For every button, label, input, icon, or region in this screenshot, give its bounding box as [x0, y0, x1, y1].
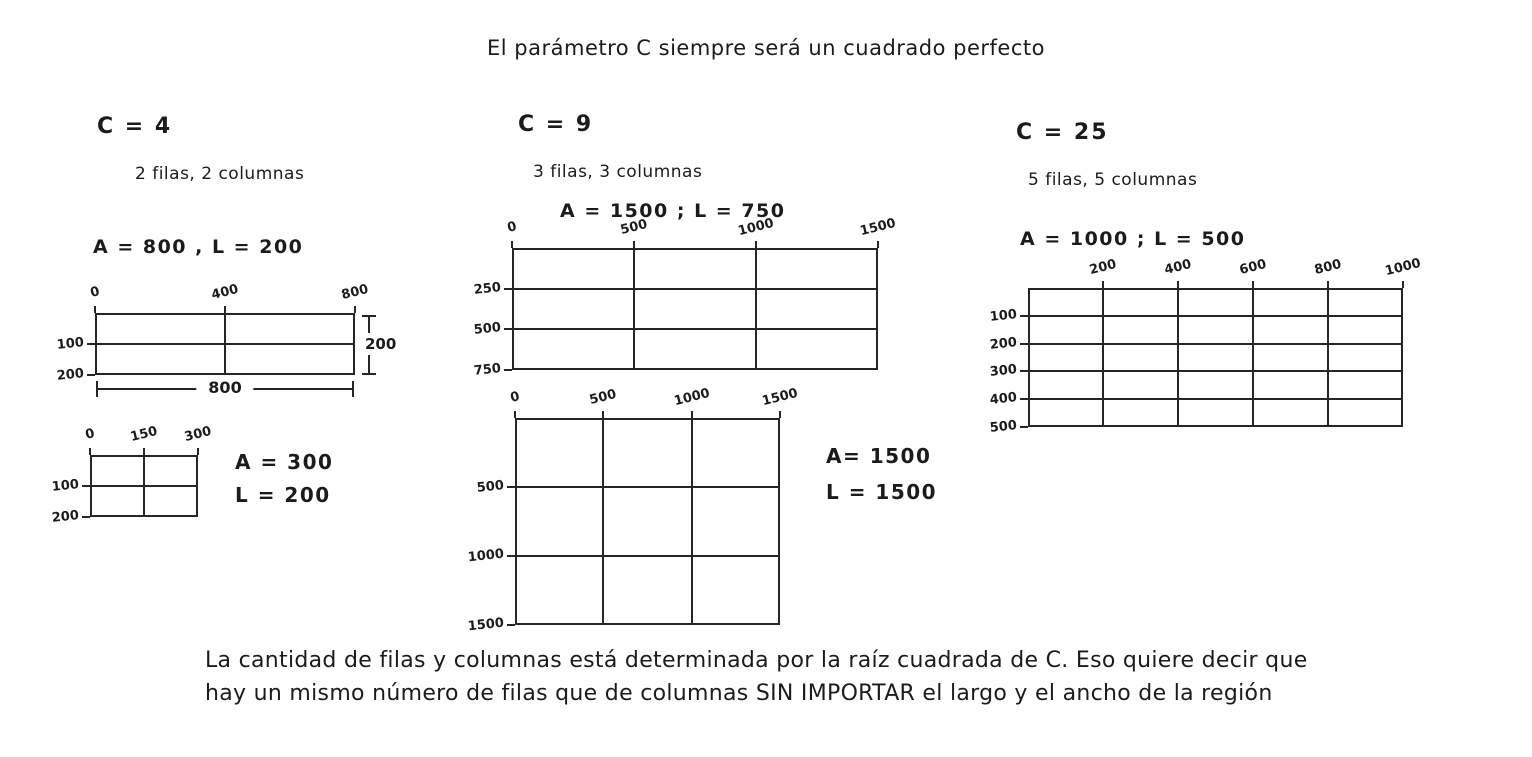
- example-c4-note-line1: A = 300: [235, 450, 334, 474]
- x-tick-label: 1500: [858, 215, 898, 240]
- x-tick-label: 200: [1088, 256, 1118, 279]
- example-c9-subheading: 3 filas, 3 columnas: [533, 162, 703, 182]
- y-tick-label: 100: [56, 335, 85, 353]
- x-tick-mark: [877, 241, 879, 248]
- x-tick-mark: [1402, 281, 1404, 288]
- y-tick-label: 250: [473, 279, 502, 298]
- example-c4-subheading: 2 filas, 2 columnas: [135, 164, 305, 184]
- y-tick-label: 500: [473, 320, 502, 339]
- y-tick-mark: [87, 374, 95, 376]
- y-tick-mark: [1020, 370, 1028, 372]
- grid-line-horizontal: [90, 485, 198, 487]
- x-tick-mark: [602, 411, 604, 418]
- x-tick-mark: [755, 241, 757, 248]
- y-tick-label: 100: [51, 477, 80, 495]
- y-tick-mark: [504, 288, 512, 290]
- width-dimension-serif: [352, 381, 354, 397]
- x-tick-label: 600: [1238, 256, 1268, 279]
- example-c4-note-line2: L = 200: [235, 483, 331, 507]
- grid-line-horizontal: [1028, 370, 1403, 372]
- grid-frame: [512, 248, 878, 370]
- x-tick-label: 0: [508, 389, 522, 406]
- y-tick-label: 1000: [467, 546, 505, 566]
- grid-line-horizontal: [512, 288, 878, 290]
- x-tick-mark: [143, 448, 145, 455]
- example-c4-params: A = 800 , L = 200: [93, 236, 304, 258]
- example-c9-note-line1: A= 1500: [826, 444, 932, 468]
- example-c9-note-line2: L = 1500: [826, 480, 938, 504]
- y-tick-mark: [1020, 343, 1028, 345]
- height-dimension-label: 200: [361, 333, 400, 355]
- example-c9-params: A = 1500 ; L = 750: [560, 200, 786, 222]
- x-tick-mark: [514, 411, 516, 418]
- grid-line-horizontal: [95, 343, 355, 345]
- example-c4-note: [235, 446, 333, 512]
- x-tick-mark: [1327, 281, 1329, 288]
- y-tick-mark: [507, 555, 515, 557]
- y-tick-mark: [82, 485, 90, 487]
- grid-line-vertical: [691, 418, 693, 625]
- x-tick-mark: [224, 306, 226, 313]
- x-tick-label: 800: [1313, 256, 1343, 279]
- y-tick-mark: [1020, 315, 1028, 317]
- example-c25-heading: C = 25: [1016, 120, 1109, 145]
- grid-line-vertical: [1102, 288, 1104, 427]
- example-c25-subheading: 5 filas, 5 columnas: [1028, 170, 1198, 190]
- example-c25-params: A = 1000 ; L = 500: [1020, 228, 1246, 250]
- y-tick-label: 200: [51, 508, 80, 526]
- y-tick-label: 500: [989, 418, 1018, 436]
- x-tick-label: 300: [183, 423, 213, 446]
- x-tick-label: 1000: [1383, 255, 1423, 280]
- x-tick-mark: [89, 448, 91, 455]
- grid-line-vertical: [1177, 288, 1179, 427]
- y-tick-label: 200: [56, 366, 85, 384]
- y-tick-mark: [1020, 426, 1028, 428]
- x-tick-label: 800: [340, 281, 370, 304]
- x-tick-mark: [691, 411, 693, 418]
- y-tick-mark: [507, 486, 515, 488]
- footer-explanation: [205, 644, 1308, 710]
- x-tick-mark: [1252, 281, 1254, 288]
- x-tick-mark: [1102, 281, 1104, 288]
- width-dimension-serif: [96, 381, 98, 397]
- y-tick-label: 1500: [467, 615, 505, 635]
- grid-line-vertical: [633, 248, 635, 370]
- grid-line-horizontal: [515, 486, 780, 488]
- y-tick-mark: [87, 343, 95, 345]
- footer-line2: hay un mismo número de filas que de columnas SIN IMPORTAR el largo y el ancho de la región: [205, 681, 1273, 706]
- y-tick-mark: [507, 624, 515, 626]
- grid-frame: [515, 418, 780, 625]
- y-tick-label: 400: [989, 390, 1018, 409]
- grid-line-horizontal: [1028, 343, 1403, 345]
- x-tick-label: 400: [210, 281, 240, 304]
- grid-line-horizontal: [1028, 315, 1403, 317]
- grid-line-horizontal: [515, 555, 780, 557]
- y-tick-label: 300: [989, 362, 1018, 381]
- x-tick-label: 0: [505, 219, 519, 236]
- grid-line-vertical: [1327, 288, 1329, 427]
- height-dimension-serif: [362, 373, 376, 375]
- x-tick-label: 1000: [736, 215, 776, 240]
- x-tick-mark: [511, 241, 513, 248]
- x-tick-label: 1500: [760, 385, 800, 410]
- y-tick-label: 500: [476, 478, 505, 496]
- example-c4-heading: C = 4: [97, 114, 173, 139]
- x-tick-mark: [354, 306, 356, 313]
- y-tick-label: 200: [989, 334, 1018, 353]
- x-tick-mark: [197, 448, 199, 455]
- y-tick-mark: [1020, 398, 1028, 400]
- x-tick-label: 0: [88, 284, 102, 301]
- page-title: El parámetro C siempre será un cuadrado perfecto: [487, 36, 1045, 60]
- x-tick-mark: [94, 306, 96, 313]
- example-c9-heading: C = 9: [518, 112, 594, 137]
- x-tick-mark: [779, 411, 781, 418]
- y-tick-mark: [504, 328, 512, 330]
- height-dimension-serif: [362, 315, 376, 317]
- footer-line1: La cantidad de filas y columnas está determinada por la raíz cuadrada de C. Eso quiere decir que: [205, 648, 1308, 673]
- y-tick-label: 750: [473, 361, 502, 379]
- x-tick-mark: [1177, 281, 1179, 288]
- grid-line-horizontal: [512, 328, 878, 330]
- grid-line-horizontal: [1028, 398, 1403, 400]
- grid-line-vertical: [1252, 288, 1254, 427]
- grid-frame: [1028, 288, 1403, 427]
- example-c9-note: [826, 438, 937, 510]
- x-tick-label: 1000: [672, 385, 712, 410]
- x-tick-label: 0: [83, 426, 97, 443]
- width-dimension-label: 800: [196, 378, 253, 397]
- x-tick-mark: [633, 241, 635, 248]
- x-tick-label: 500: [619, 216, 649, 239]
- x-tick-label: 150: [129, 423, 159, 446]
- y-tick-mark: [504, 369, 512, 371]
- x-tick-label: 400: [1163, 256, 1193, 279]
- grid-line-vertical: [755, 248, 757, 370]
- y-tick-mark: [82, 516, 90, 518]
- grid-line-vertical: [602, 418, 604, 625]
- x-tick-label: 500: [588, 386, 619, 409]
- y-tick-label: 100: [989, 306, 1018, 325]
